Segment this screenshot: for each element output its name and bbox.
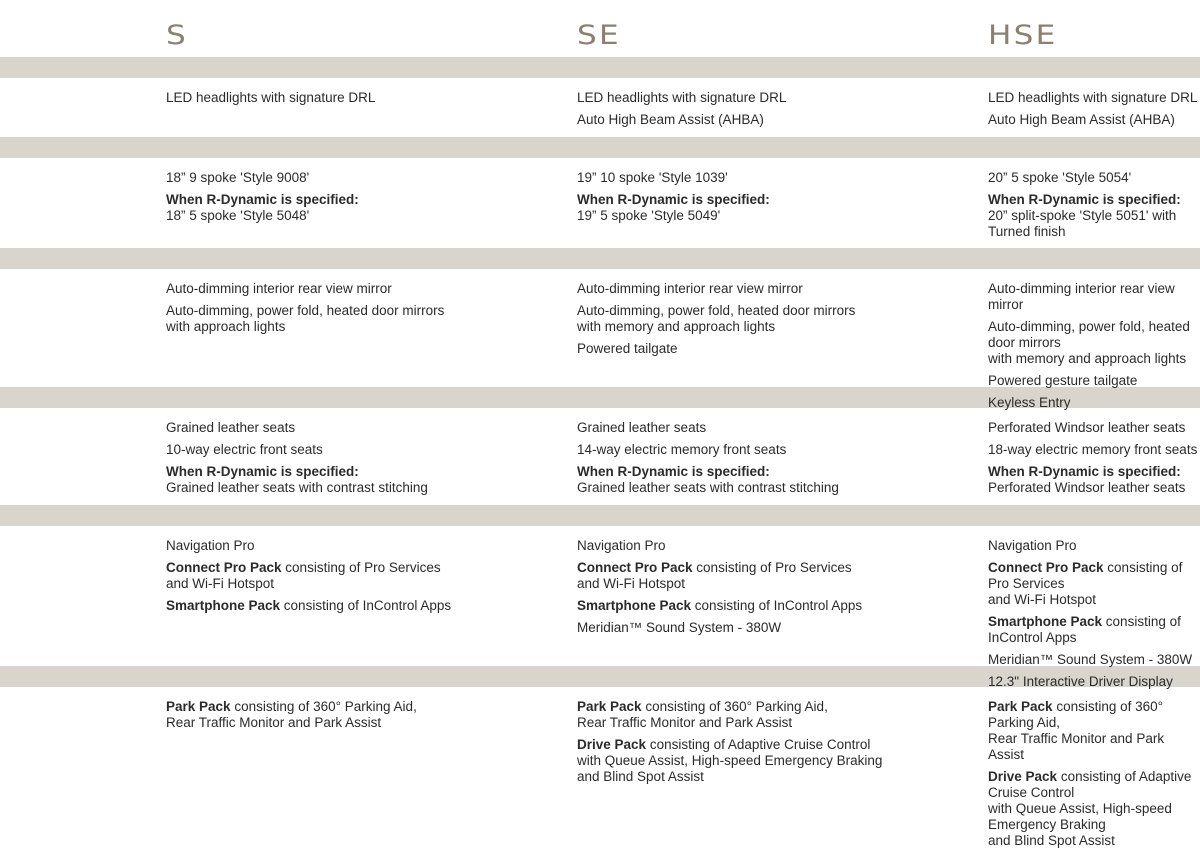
feature-item-text: consisting of Adaptive Cruise Control with Queue Assist, High-speed Emergency Braking and Blind Spot Assist [988,769,1192,848]
feature-item [166,192,359,224]
feature-column-se [577,281,855,363]
feature-item-text: Perforated Windsor leather seats [988,420,1186,435]
feature-item [577,281,855,297]
feature-item-text: Auto-dimming interior rear view mirror [988,281,1175,312]
feature-item-text: 18” 5 spoke 'Style 5048' [166,208,310,223]
feature-item-text: consisting of Pro Services and Wi-Fi Hotspot [988,560,1183,607]
feature-column-se [577,90,786,134]
feature-item [988,90,1200,106]
feature-item-text: 18-way electric memory front seats [988,442,1198,457]
feature-item [988,395,1200,411]
feature-item [166,442,428,458]
feature-item-text: 19” 10 spoke 'Style 1039' [577,170,728,185]
feature-item [577,112,786,128]
feature-item-text: consisting of 360° Parking Aid, Rear Traffic Monitor and Park Assist [577,699,828,730]
feature-item-emphasis: Connect Pro Pack [988,560,1104,575]
feature-item-text: 20” split-spoke 'Style 5051' with Turned finish [988,208,1177,239]
feature-column-s [166,420,428,502]
feature-item-text: consisting of Pro Services and Wi-Fi Hotspot [577,560,852,591]
feature-item [988,420,1200,436]
feature-item-text: Powered tailgate [577,341,678,356]
feature-column-hse [988,420,1200,502]
feature-item [577,341,855,357]
feature-item-text: Auto-dimming, power fold, heated door mirrors with memory and approach lights [577,303,856,334]
feature-item [577,538,862,554]
feature-item-text: 10-way electric front seats [166,442,323,457]
feature-item-text: Perforated Windsor leather seats [988,480,1186,495]
feature-column-hse [988,90,1200,134]
feature-item-text: Meridian™ Sound System - 380W [577,620,782,635]
feature-item-text: Powered gesture tailgate [988,373,1138,388]
feature-item-text: consisting of 360° Parking Aid, Rear Traffic Monitor and Park Assist [988,699,1165,762]
section-divider [0,505,1200,526]
feature-item-text: 19” 5 spoke 'Style 5049' [577,208,721,223]
feature-item-text: 14-way electric memory front seats [577,442,787,457]
feature-item [988,281,1200,313]
feature-item-text: LED headlights with signature DRL [577,90,787,105]
feature-item-emphasis: Smartphone Pack [577,598,692,613]
feature-item-emphasis: Drive Pack [577,737,647,752]
feature-column-se [577,699,882,791]
feature-item [577,303,855,335]
feature-item [166,538,451,554]
feature-item-emphasis: When R-Dynamic is specified: [577,192,770,207]
feature-item-text: Navigation Pro [166,538,255,553]
feature-item-text: Keyless Entry [988,395,1071,410]
trim-title-hse: HSE [988,20,1058,51]
feature-item-emphasis: Connect Pro Pack [166,560,282,575]
feature-item-text: consisting of InControl Apps [988,614,1181,645]
feature-item [166,170,359,186]
feature-item-emphasis: When R-Dynamic is specified: [577,464,770,479]
feature-item-text: Grained leather seats [166,420,296,435]
feature-item-text: consisting of Pro Services and Wi-Fi Hotspot [166,560,441,591]
feature-item [166,560,451,592]
feature-column-s [166,699,417,737]
section-divider [0,248,1200,269]
feature-item-emphasis: Smartphone Pack [166,598,281,613]
feature-item [577,420,839,436]
feature-item-text: LED headlights with signature DRL [988,90,1198,105]
feature-item [577,464,839,496]
feature-item [577,442,839,458]
feature-item [577,90,786,106]
feature-item-emphasis: When R-Dynamic is specified: [988,464,1181,479]
trim-header [0,0,1200,57]
feature-item [988,373,1200,389]
feature-item-text: Navigation Pro [988,538,1077,553]
feature-item-emphasis: Drive Pack [988,769,1058,784]
feature-column-s [166,281,444,341]
feature-item [166,420,428,436]
feature-item-text: consisting of InControl Apps [280,598,452,613]
feature-item-text: Auto-dimming, power fold, heated door mirrors with memory and approach lights [988,319,1190,366]
feature-column-se [577,420,839,502]
feature-item-text: consisting of InControl Apps [691,598,863,613]
feature-item [577,170,770,186]
feature-item-text: Auto High Beam Assist (AHBA) [988,112,1175,127]
feature-item-emphasis: When R-Dynamic is specified: [166,192,359,207]
feature-item-text: consisting of Adaptive Cruise Control with Queue Assist, High-speed Emergency Braking and Blind Spot Assist [577,737,883,784]
feature-item-text: LED headlights with signature DRL [166,90,376,105]
feature-item [988,674,1200,690]
feature-item [988,442,1200,458]
feature-item [166,598,451,614]
section-divider [0,137,1200,158]
feature-column-hse [988,281,1200,417]
feature-item [166,303,444,335]
feature-item-text: consisting of 360° Parking Aid, Rear Traffic Monitor and Park Assist [166,699,417,730]
feature-item [988,319,1200,367]
feature-item [988,464,1200,496]
feature-item [988,560,1200,608]
feature-item-text: Grained leather seats [577,420,707,435]
feature-item-emphasis: When R-Dynamic is specified: [166,464,359,479]
feature-item-emphasis: Park Pack [166,699,231,714]
feature-item-text: 20” 5 spoke 'Style 5054' [988,170,1132,185]
feature-item-emphasis: Connect Pro Pack [577,560,693,575]
feature-item-text: Auto-dimming, power fold, heated door mirrors with approach lights [166,303,445,334]
feature-item [577,192,770,224]
feature-item-text: Auto-dimming interior rear view mirror [166,281,392,296]
feature-item-text: 18” 9 spoke 'Style 9008' [166,170,310,185]
feature-item-text: Auto High Beam Assist (AHBA) [577,112,764,127]
trim-title-s: S [166,20,189,51]
feature-column-hse [988,170,1200,246]
section-divider [0,57,1200,78]
feature-item [988,112,1200,128]
feature-item-text: Meridian™ Sound System - 380W [988,652,1193,667]
feature-item-emphasis: Smartphone Pack [988,614,1103,629]
feature-item [166,464,428,496]
feature-item-text: Auto-dimming interior rear view mirror [577,281,803,296]
feature-item [577,699,882,731]
feature-item [988,652,1200,668]
feature-item [166,90,375,106]
feature-item [988,769,1200,849]
feature-column-hse [988,538,1200,696]
feature-item [988,170,1200,186]
feature-item [577,598,862,614]
feature-item [988,699,1200,763]
trim-title-se: SE [577,20,621,51]
feature-item-text: Grained leather seats with contrast stitching [166,480,428,495]
feature-item [988,538,1200,554]
feature-item [577,560,862,592]
feature-column-se [577,170,770,230]
feature-item-emphasis: Park Pack [988,699,1053,714]
feature-column-hse [988,699,1200,855]
feature-item-emphasis: Park Pack [577,699,642,714]
feature-column-s [166,170,359,230]
feature-column-s [166,538,451,620]
feature-item [577,620,862,636]
feature-item [988,192,1200,240]
feature-item [166,699,417,731]
feature-item-text: Grained leather seats with contrast stitching [577,480,839,495]
feature-item [988,614,1200,646]
feature-column-s [166,90,375,112]
feature-column-se [577,538,862,642]
feature-item [577,737,882,785]
feature-item [166,281,444,297]
feature-item-emphasis: When R-Dynamic is specified: [988,192,1181,207]
feature-item-text: Navigation Pro [577,538,666,553]
feature-item-text: 12.3" Interactive Driver Display [988,674,1173,689]
